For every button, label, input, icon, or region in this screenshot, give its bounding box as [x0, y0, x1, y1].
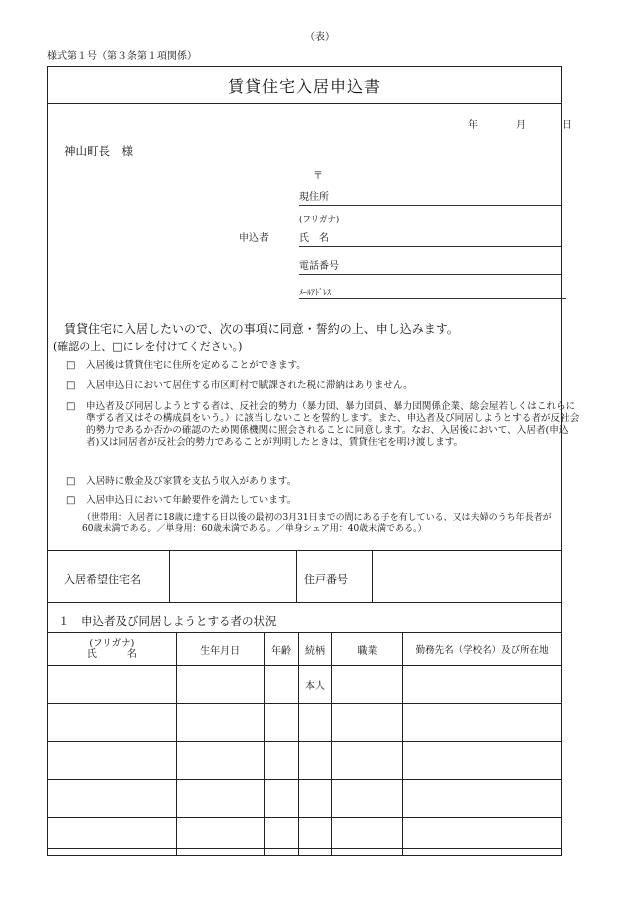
col-header-birth: 生年月日: [176, 633, 264, 666]
col-header-relation: 続柄: [298, 633, 332, 666]
checkbox-3[interactable]: □: [66, 401, 76, 412]
address-label: 現住所: [299, 192, 329, 203]
age-cell[interactable]: [264, 704, 298, 742]
name-field-line[interactable]: [299, 246, 561, 247]
section-1-title: １ 申込者及び同居しようとする者の状況: [58, 614, 277, 628]
age-cell[interactable]: [264, 742, 298, 780]
job-cell[interactable]: [332, 704, 403, 742]
form-number: 様式第１号（第３条第１項関係）: [47, 51, 197, 62]
table-row: [48, 704, 562, 742]
name-cell[interactable]: [48, 818, 177, 856]
phone-label: 電話番号: [299, 261, 339, 272]
phone-field-line[interactable]: [299, 274, 561, 275]
name-cell[interactable]: [48, 742, 177, 780]
address-field-line[interactable]: [299, 205, 561, 206]
age-cell[interactable]: [264, 666, 298, 704]
birth-cell[interactable]: [176, 780, 264, 818]
col-header-job: 職業: [332, 633, 403, 666]
workplace-cell[interactable]: [403, 818, 562, 856]
name-label: 氏 名: [299, 233, 329, 244]
date-day-label: 日: [562, 120, 572, 131]
col-header-name: [48, 633, 177, 666]
workplace-cell[interactable]: [403, 704, 562, 742]
relation-cell[interactable]: [298, 742, 332, 780]
age-cell[interactable]: [264, 818, 298, 856]
table-row: [48, 742, 562, 780]
housing-top-line: [47, 550, 562, 551]
unit-number-label: 住戸番号: [304, 573, 348, 586]
age-requirement-note: （世帯用：入居者に18歳に達する日以後の最初の3月31日までの間にある子を有している、又は夫婦のうち年長者が60歳未満である。／単身用：60歳未満である。／単身シェア用：40歳未満である。）: [82, 513, 552, 534]
col-header-age: 年齢: [264, 633, 298, 666]
housing-divider: [169, 550, 170, 602]
checkbox-4[interactable]: □: [66, 476, 76, 487]
email-label: ﾒｰﾙｱﾄﾞﾚｽ: [299, 288, 331, 297]
furigana-label: (フリガナ): [299, 215, 340, 225]
col-header-workplace: 勤務先名（学校名）及び所在地: [403, 633, 562, 666]
name-cell[interactable]: [48, 780, 177, 818]
desired-housing-field[interactable]: [175, 558, 290, 596]
table-row: [48, 818, 562, 856]
applicant-label: 申込者: [239, 233, 269, 244]
intro-note: (確認の上、□にレを付けてください。): [53, 340, 243, 353]
workplace-cell[interactable]: [403, 666, 562, 704]
housing-divider: [296, 550, 297, 602]
birth-cell[interactable]: [176, 742, 264, 780]
birth-cell[interactable]: [176, 666, 264, 704]
date-month-label: 月: [516, 120, 526, 131]
name-cell[interactable]: [48, 704, 177, 742]
table-row: [48, 780, 562, 818]
table-header-row: [48, 633, 562, 666]
job-cell[interactable]: [332, 666, 403, 704]
job-cell[interactable]: [332, 780, 403, 818]
form-title: 賃貸住宅入居申込書: [227, 76, 381, 96]
job-cell[interactable]: [332, 818, 403, 856]
workplace-cell[interactable]: [403, 780, 562, 818]
job-cell[interactable]: [332, 742, 403, 780]
relation-cell[interactable]: [298, 704, 332, 742]
workplace-cell[interactable]: [403, 742, 562, 780]
name-cell[interactable]: [48, 666, 177, 704]
intro-text: 賃貸住宅に入居したいので、次の事項に同意・誓約の上、申し込みます。: [64, 322, 459, 336]
housing-bottom-line: [47, 602, 562, 603]
title-divider: [47, 103, 562, 104]
checkbox-2[interactable]: □: [66, 380, 76, 391]
page-side-label: （表）: [305, 32, 335, 43]
household-table: [47, 632, 562, 856]
checkbox-1[interactable]: □: [66, 360, 76, 371]
birth-cell[interactable]: [176, 818, 264, 856]
date-year-label: 年: [468, 120, 478, 131]
email-field-line[interactable]: [299, 298, 566, 299]
relation-cell[interactable]: [298, 780, 332, 818]
age-cell[interactable]: [264, 780, 298, 818]
postal-mark: 〒: [313, 171, 323, 182]
unit-number-field[interactable]: [378, 558, 556, 596]
addressee: 神山町長 様: [64, 144, 133, 158]
col-header-furigana: (フリガナ): [89, 638, 135, 649]
table-row: [48, 666, 562, 704]
housing-divider: [372, 550, 373, 602]
desired-housing-label: 入居希望住宅名: [64, 573, 141, 586]
relation-cell[interactable]: 本人: [298, 666, 332, 704]
checkbox-5[interactable]: □: [66, 495, 76, 506]
relation-cell[interactable]: [298, 818, 332, 856]
col-header-name-label: 氏 名: [86, 649, 137, 660]
birth-cell[interactable]: [176, 704, 264, 742]
